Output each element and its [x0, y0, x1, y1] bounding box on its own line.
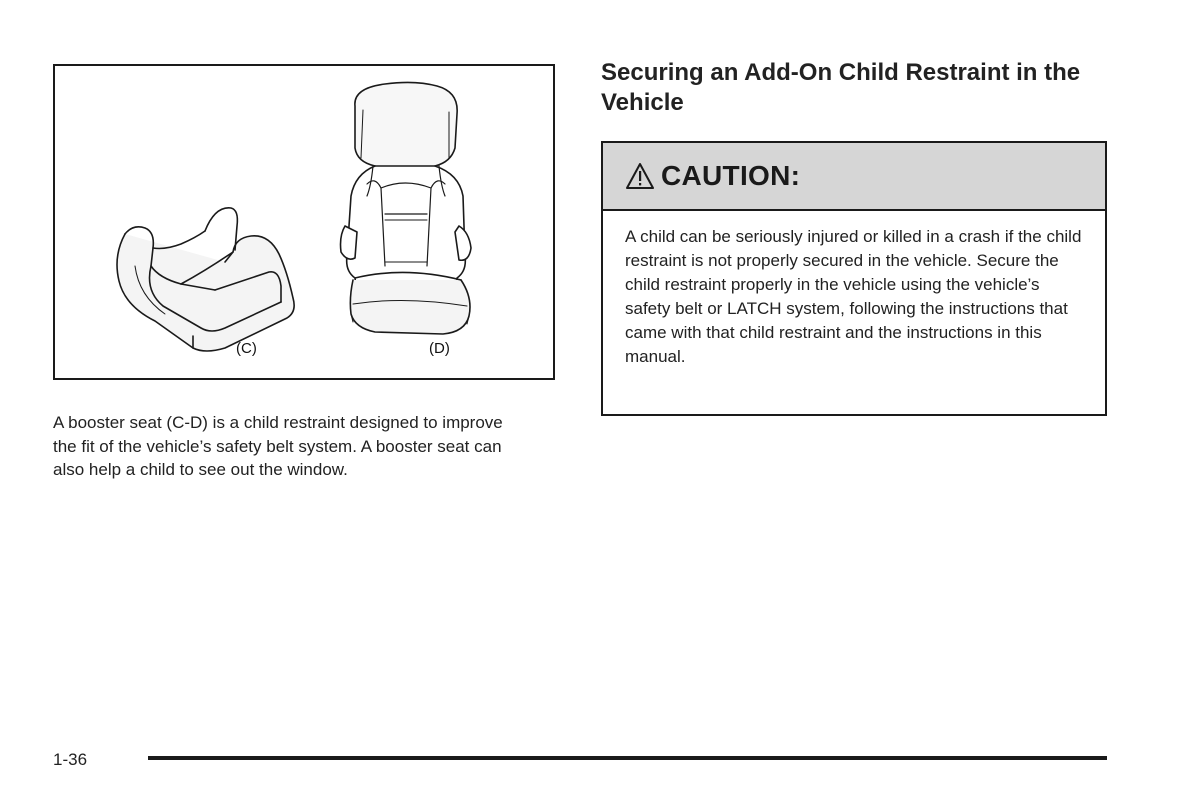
caution-header — [603, 143, 1105, 211]
footer-rule — [148, 756, 1107, 760]
caution-title: CAUTION: — [661, 160, 801, 191]
booster-seats-drawing — [55, 66, 555, 380]
section-heading: Securing an Add-On Child Restraint in the Vehicle — [601, 59, 1081, 116]
booster-seat-description: A booster seat (C-D) is a child restraint designed to improve the fit of the vehicle’s safety belt system. A booster seat can also help a child to see out the window. — [53, 413, 503, 479]
booster-seat-illustration — [53, 64, 555, 380]
page-number: 1-36 — [53, 750, 88, 769]
warning-triangle-icon — [625, 162, 655, 190]
high-back-booster-seat — [341, 82, 472, 334]
figure-label-c: (C) — [236, 340, 257, 357]
caution-text: A child can be seriously injured or killed in a crash if the child restraint is not properly secured in the vehicle. Secure the child restraint properly in the vehicle using the vehicle’s safety belt or LATCH system, following the instructions that came with that child restraint and the instructions in this manual. — [625, 227, 1082, 366]
figure-label-d: (D) — [429, 340, 450, 357]
caution-box — [601, 141, 1107, 416]
backless-booster-seat — [117, 208, 294, 351]
